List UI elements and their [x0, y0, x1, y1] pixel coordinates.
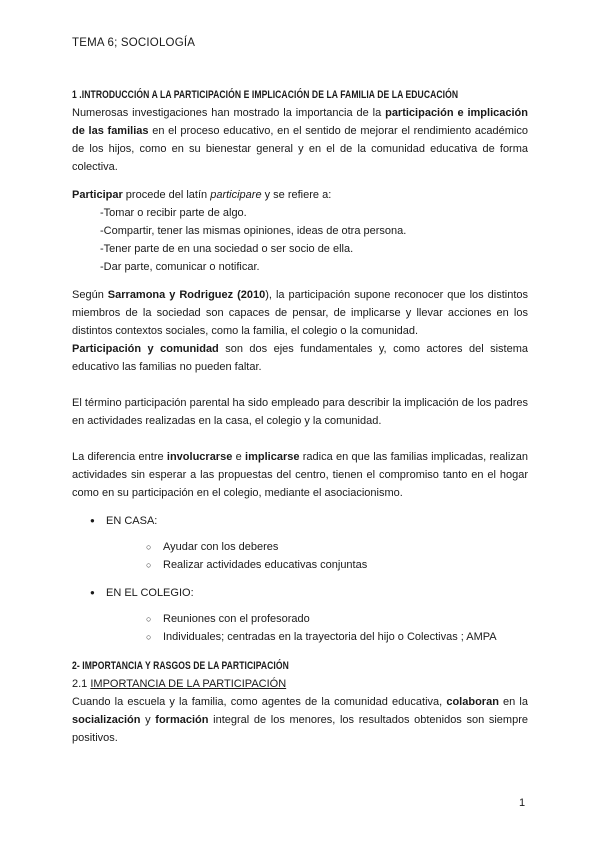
section-1-heading: 1 .INTRODUCCIÓN A LA PARTICIPACIÓN E IMPLICACIÓN DE LA FAMILIA DE LA EDUCACIÓN — [72, 89, 459, 101]
importancia-paragraph — [72, 693, 528, 747]
bold-text: Participación y comunidad — [72, 343, 219, 355]
page-content — [72, 87, 528, 747]
bold-text: formación — [155, 714, 209, 726]
diferencia-paragraph — [72, 448, 528, 502]
list-item: -Dar parte, comunicar o notificar. — [100, 261, 260, 273]
sub-list — [106, 538, 528, 574]
text-run: radica en que las familias implicadas, realizan actividades sin esperar a las propuestas del centro, tienen el compromiso tanto en el hogar como en su participación en el colegio, mediante el asociacionismo. — [72, 451, 528, 499]
text-run: integral de los menores, los resultados obtenidos son siempre positivos. — [72, 714, 528, 744]
bold-text: colaboran — [446, 696, 499, 708]
bullet-label: EN EL COLEGIO: — [106, 587, 194, 599]
text-run: e — [232, 451, 246, 463]
list-item: -Tener parte de en una sociedad o ser socio de ella. — [100, 243, 354, 255]
text-run: y — [140, 714, 156, 726]
subsection-number: 2.1 — [72, 678, 91, 690]
participacion-paragraph — [72, 340, 528, 376]
sub-item: ○ Ayudar con los deberes — [146, 538, 528, 556]
participar-definition — [72, 186, 528, 204]
bold-text: Participar — [72, 189, 123, 201]
bullet-label: EN CASA: — [106, 515, 158, 527]
page-number: 1 — [519, 797, 526, 809]
text-run: Numerosas investigaciones han mostrado la importancia de la — [72, 107, 386, 119]
sub-item: ○ Realizar actividades educativas conjuntas — [146, 556, 528, 574]
bold-text: Sarramona y Rodriguez (2010 — [107, 289, 266, 301]
bold-text: socialización — [72, 714, 141, 726]
bold-text: participación e implicación de las familias — [72, 107, 528, 137]
text-run: ), la participación supone reconocer que los distintos miembros de la sociedad son capaces de pensar, de implicarse y llevar acciones en los distintos contextos sociales, como la familia, el colegio o la comunidad. — [72, 289, 528, 337]
text-run: y se refiere a: — [261, 189, 332, 201]
text-run: Cuando la escuela y la familia, como agentes de la comunidad educativa, — [72, 696, 447, 708]
text-run: son dos ejes fundamentales y, como actores del sistema educativo las familias no pueden faltar. — [72, 343, 528, 373]
meanings-list — [72, 204, 528, 276]
list-item: -Compartir, tener las mismas opiniones, ideas de otra persona. — [100, 225, 407, 237]
sub-list — [106, 610, 528, 646]
parental-paragraph: El término participación parental ha sido empleado para describir la implicación de los padres en actividades realizadas en la casa, el colegio y la comunidad. — [72, 397, 528, 427]
italic-text: participare — [210, 189, 262, 201]
bullet-item — [90, 584, 528, 646]
text-run: Según — [72, 289, 108, 301]
subsection-label: IMPORTANCIA DE LA PARTICIPACIÓN — [90, 678, 287, 690]
subsection-title — [72, 675, 528, 693]
bold-text: involucrarse — [166, 451, 233, 463]
text-run: en el proceso educativo, en el sentido de mejorar el rendimiento académico de los hijos, como en su bienestar general y en el de la comunidad educativa de forma colectiva. — [72, 125, 528, 173]
bullet-item — [90, 512, 528, 574]
sub-item: ○ Individuales; centradas en la trayectoria del hijo o Colectivas ; AMPA — [146, 628, 528, 646]
section-2-heading: 2- IMPORTANCIA Y RASGOS DE LA PARTICIPACIÓN — [72, 660, 289, 672]
sub-item: ○ Reuniones con el profesorado — [146, 610, 528, 628]
bullet-list — [72, 512, 528, 646]
sarramona-paragraph — [72, 286, 528, 340]
list-item: -Tomar o recibir parte de algo. — [100, 207, 247, 219]
text-run: procede del latín — [122, 189, 211, 201]
bold-text: implicarse — [245, 451, 300, 463]
page-header: TEMA 6; SOCIOLOGÍA — [72, 37, 196, 49]
text-run: La diferencia entre — [72, 451, 167, 463]
intro-paragraph — [72, 104, 528, 176]
text-run: en la — [498, 696, 528, 708]
